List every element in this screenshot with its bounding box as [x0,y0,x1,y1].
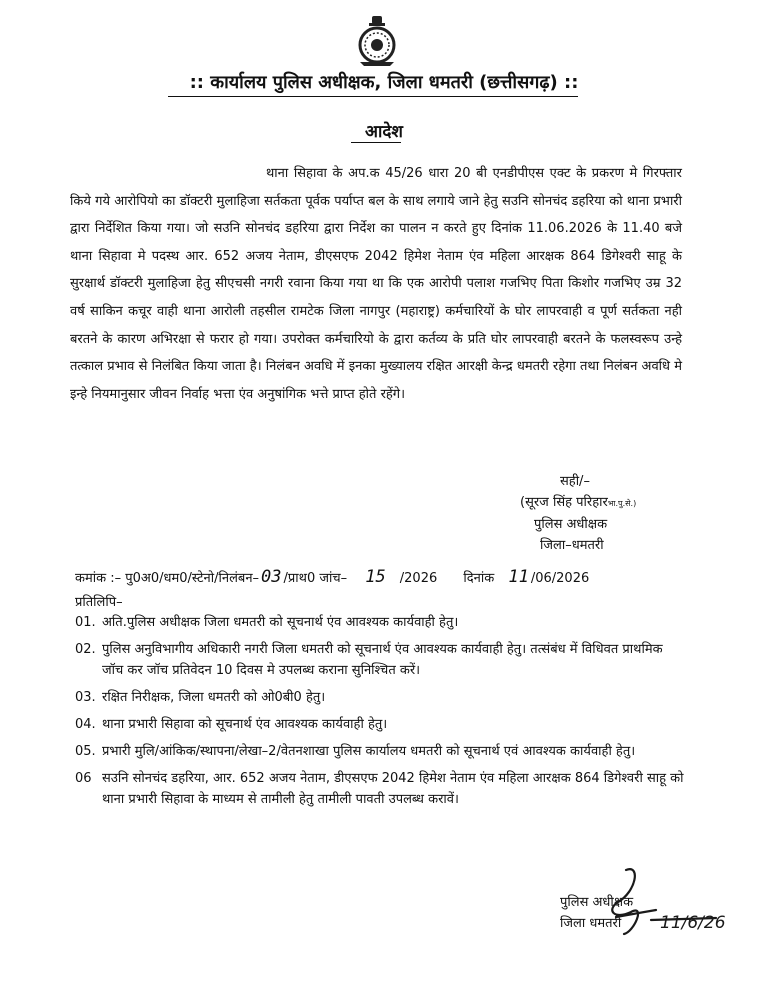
copy-number: 03. [75,690,96,705]
signatory-designation: पुलिस अधीक्षक [534,517,608,532]
svg-text:11/6/26: 11/6/26 [660,913,726,933]
copy-text: सउनि सोनचंद डहरिया, आर. 652 अजय नेताम, डीएसएफ 2042 हिमेश नेताम एंव महिला आरक्षक 864 डिगेश्वरी साहू को थाना प्रभारी सिहावा के माध्यम से तामीली हेतु तामीली पावती उपलब्ध करावें। [102,771,684,807]
header-underline [168,96,578,97]
copy-number: 02. [75,642,96,657]
stamp-designation: पुलिस अधीक्षक [560,895,634,910]
signatory-service: भा.पु.से.) [607,499,637,508]
order-paragraph: थाना सिहावा के अप.क 45/26 धारा 20 बी एनडीपीएस एक्ट के प्रकरण मे गिरफ्तार किये गये आरोपियो का डॉक्टरी मुलाहिजा सर्तकता पूर्वक पर्याप्त बल के साथ लगाये जाने हेतु सउनि सोनचंद डहरिया को थाना प्रभारी द्वारा निर्देशित किया गया। जो सउनि सोनचंद डहरिया द्वारा निर्देश का पालन न करते हुए दिनांक 11.06.2026 के 11.40 बजे थाना सिहावा मे पदस्थ आर. 652 अजय नेताम, डीएसएफ 2042 हिमेश नेताम एंव महिला आरक्षक 864 डिगेश्वरी साहू के सुरक्षार्थ डॉक्टरी मुलाहिजा हेतु सीएचसी नगरी रवाना किया गया था कि एक आरोपी पलाश गजभिए पिता किशोर गजभिए उम्र 32 वर्ष साकिन कचूर वाही थाना आरोली तहसील रामटेक जिला नागपुर (महाराष्ट्र) कर्मचारियों के घोर लापरवाही व पूर्ण सर्तकता नही बरतने के कारण अभिरक्षा से फरार हो गया। उपरोक्त कर्मचारियो के द्वारा कर्तव्य के प्रति घोर लापरवाही बरतने के फलस्वरूप उन्हे तत्काल प्रभाव से निलंबित किया जाता है। निलंबन अवधि में इनका मुख्यालय रक्षित आरक्षी केन्द्र धमतरी रहेगा तथा निलंबन अवधि मे इन्हे नियमानुसार जीवन निर्वाह भत्ता एंव अनुषांगिक भत्ते प्राप्त होते रहेंगे। [70,166,682,402]
reference-year: /2026 [399,571,438,586]
reference-label: कमांक :– [75,571,122,586]
signatory-name: (सूरज सिंह परिहार [520,495,608,510]
stamp-district: जिला धमतरी [560,916,622,931]
copy-number: 01. [75,615,96,630]
copy-text: पुलिस अनुविभागीय अधिकारी नगरी जिला धमतरी को सूचनार्थ एंव आवश्यक कार्यवाही हेतु। तत्संबंध में विधिवत प्राथमिक जॉच कर जॉच प्रतिवेदन 10 दिवस मे उपलब्ध कराना सुनिश्चित करें। [102,642,663,678]
reference-code-mid: /प्राथ0 जांच– [283,571,348,586]
copy-number: 05. [75,744,96,759]
office-header: :: कार्यालय पुलिस अधीक्षक, जिला धमतरी (छत्तीसगढ़) :: [189,72,579,93]
signed-mark: सही/– [560,474,590,489]
copies-list [75,612,687,816]
copy-item [75,741,687,762]
police-emblem-icon [350,14,404,68]
handwritten-signature [596,862,736,942]
copy-text: थाना प्रभारी सिहावा को सूचनार्थ एंव आवश्यक कार्यवाही हेतु। [102,717,388,732]
copy-number: 04. [75,717,96,732]
signatory-name-line [520,492,720,514]
inquiry-number: 15 [365,567,386,587]
order-title: आदेश [365,122,403,142]
copy-text: अति.पुलिस अधीक्षक जिला धमतरी को सूचनार्थ एंव आवश्यक कार्यवाही हेतु। [102,615,459,630]
copies-label: प्रतिलिपि– [75,595,123,610]
order-body [70,160,682,408]
order-title-underline [351,142,401,143]
date-day: 11 [508,567,529,587]
copy-number: 06 [75,771,92,786]
date-label: दिनांक [463,571,495,586]
copy-item [75,768,687,810]
copy-text: प्रभारी मुलि/आंकिक/स्थापना/लेखा–2/वेतनशाखा पुलिस कार्यालय धमतरी को सूचनार्थ एवं आवश्यक कार्यवाही हेतु। [102,744,636,759]
copy-text: रक्षित निरीक्षक, जिला धमतरी को ओ0बी0 हेतु। [102,690,326,705]
copy-item [75,714,687,735]
reference-code-number: 03 [261,567,282,587]
copy-item [75,687,687,708]
reference-line [75,567,589,587]
signatory-block [520,471,720,556]
date-rest: /06/2026 [530,571,590,586]
signatory-district: जिला–धमतरी [540,538,604,553]
reference-code: पु0अ0/धम0/स्टेनो/निलंबन– [125,571,260,586]
copy-item [75,639,687,681]
copy-item [75,612,687,633]
